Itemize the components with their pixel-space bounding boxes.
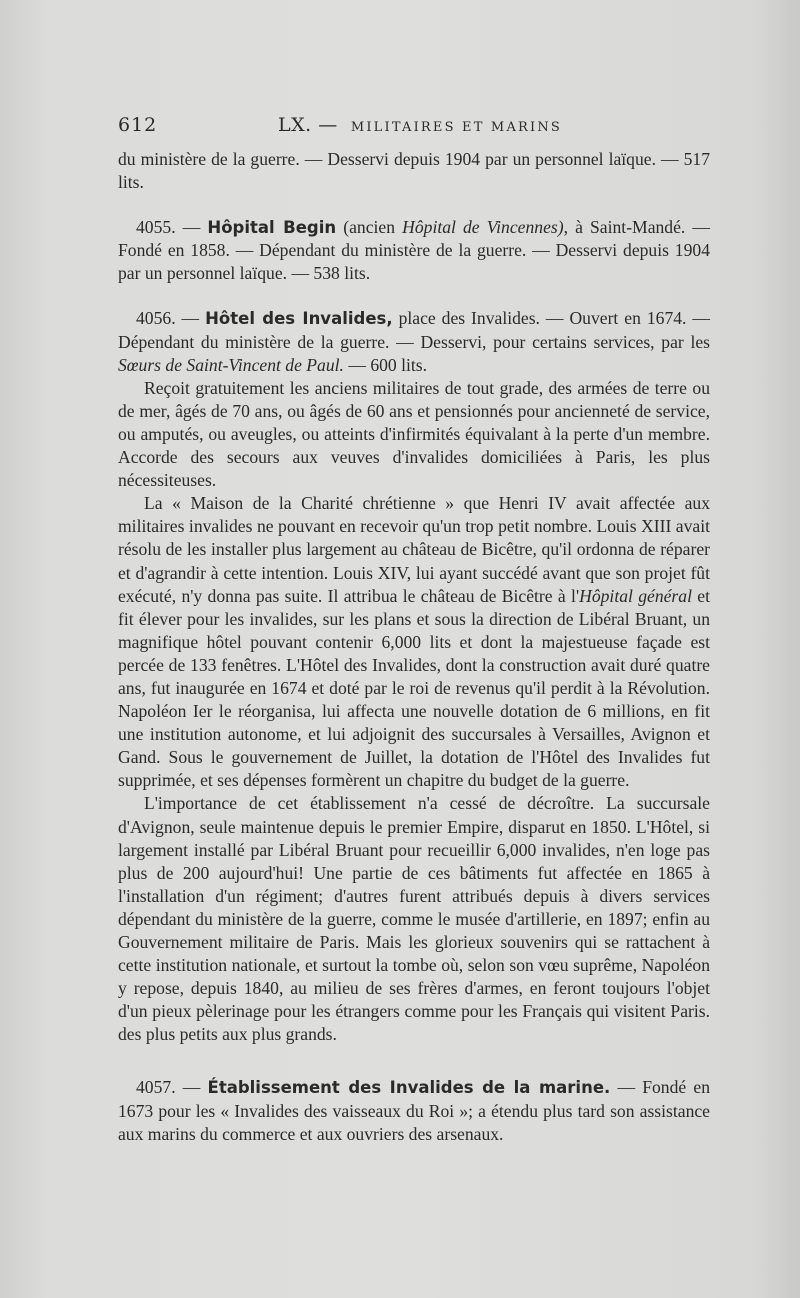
page-body xyxy=(118,148,710,1146)
entry-title: Hôtel des Invalides, xyxy=(205,309,393,329)
running-header xyxy=(118,112,710,142)
running-title xyxy=(278,114,562,136)
paragraph-italic: Hôpital général xyxy=(579,585,692,606)
entry-number: 4057. — xyxy=(136,1077,208,1098)
paragraph-text: et fit élever pour les invalides, sur les plans et sous la direction de Libéral Bruant, un magnifique hôtel pouvant contenir 6,000 lits et dont la majestueuse façade est percée de 133 fenêtres. L'Hôtel des Invalides, dont la construction avait duré quatre ans, fut inaugurée en 1674 et doté par le roi de revenus qu'il perdit à la Révolution. Napoléon Ier le réorganisa, lui affecta une nouvelle dotation de 6 millions, en fit une institution autonome, et lui adjoignit des succursales à Versailles, Avignon et Gand. Sous le gouvernement de Juillet, la dotation de l'Hôtel des Invalides fut supprimée, et ses dépenses formèrent un chapitre du budget de la guerre. xyxy=(118,585,710,791)
entry-number: 4056. — xyxy=(136,308,206,329)
entry-text: — Fondé en 1673 pour les « Invalides des vaisseaux du Roi »; a étendu plus tard son assistance aux marins du commerce et aux ouvriers des arsenaux. xyxy=(118,1077,710,1144)
paragraph-importance: L'importance de cet établissement n'a cessé de décroître. La succursale d'Avignon, seule maintenue depuis le premier Empire, disparut en 1850. L'Hôtel, si largement installé par Libéral Bruant pour recueillir 6,000 invalides, n'en loge pas plus de 200 aujourd'hui! Une partie de ces bâtiments fut affectée en 1865 à l'installation d'un régiment; d'autres furent attribués depuis à divers services dépendant du ministère de la guerre, comme le musée d'artillerie, en 1897; enfin au Gouvernement militaire de Paris. Mais les glorieux souvenirs qui se rattachent à cette institution nationale, et surtout la tombe où, selon son vœu suprême, Napoléon y repose, depuis 1840, au milieu de ses frères d'armes, en feront toujours l'objet d'un pieux pèlerinage pour les étrangers comme pour les Français qui visitent Paris. des plus petits aux plus grands. xyxy=(118,793,710,1045)
entry-number: 4055. — xyxy=(136,217,208,238)
entry-text: (ancien xyxy=(336,217,403,238)
paragraph-text: La « Maison de la Charité chrétienne » que Henri IV avait affectée aux militaires invalides ne pouvant en recevoir qu'un trop petit nombre. Louis XIII avait résolu de les installer plus largement au château de Bicêtre, qu'il ordonna de réparer et d'agrandir à cette intention. Louis XIV, lui ayant succédé avant que son projet fût exécuté, n'y donna pas suite. Il attribua le château de Bicêtre à l' xyxy=(118,493,710,606)
entry-text: , à Saint-Mandé. — Fondé en 1858. — Dépendant du ministère de la guerre. — Desservi depuis 1904 par un personnel laïque. — 538 lits. xyxy=(118,217,711,284)
continued-paragraph: du ministère de la guerre. — Desservi depuis 1904 par un personnel laïque. — 517 lits. xyxy=(118,149,710,193)
entry-text: — 600 lits. xyxy=(343,354,428,375)
entry-title: Établissement des Invalides de la marine. xyxy=(207,1078,611,1098)
entry-4057 xyxy=(118,1076,710,1145)
chapter-number: LX. — xyxy=(278,114,338,136)
entry-4056 xyxy=(118,307,710,376)
entry-4055 xyxy=(118,216,710,285)
entry-italic: Sœurs de Saint-Vincent de Paul. xyxy=(118,354,344,375)
page-number: 612 xyxy=(118,114,158,136)
entry-title: Hôpital Begin xyxy=(207,218,337,238)
chapter-title: MILITAIRES ET MARINS xyxy=(350,120,563,135)
paragraph-recoit: Reçoit gratuitement les anciens militaires de tout grade, des armées de terre ou de mer, âgés de 70 ans, ou âgés de 60 ans et pensionnés pour ancienneté de service, ou amputés, ou aveugles, ou atteints d'infirmités équivalant à la perte d'un membre. Accorde des secours aux veuves d'invalides domiciliées à Paris, les plus nécessiteuses. xyxy=(118,377,710,491)
paragraph-maison xyxy=(118,492,710,792)
entry-italic: Hôpital de Vincennes) xyxy=(402,217,564,238)
entry-text: place des Invalides. — Ouvert en 1674. — Dépendant du ministère de la guerre. — Desservi, pour certains services, par les xyxy=(118,308,710,352)
